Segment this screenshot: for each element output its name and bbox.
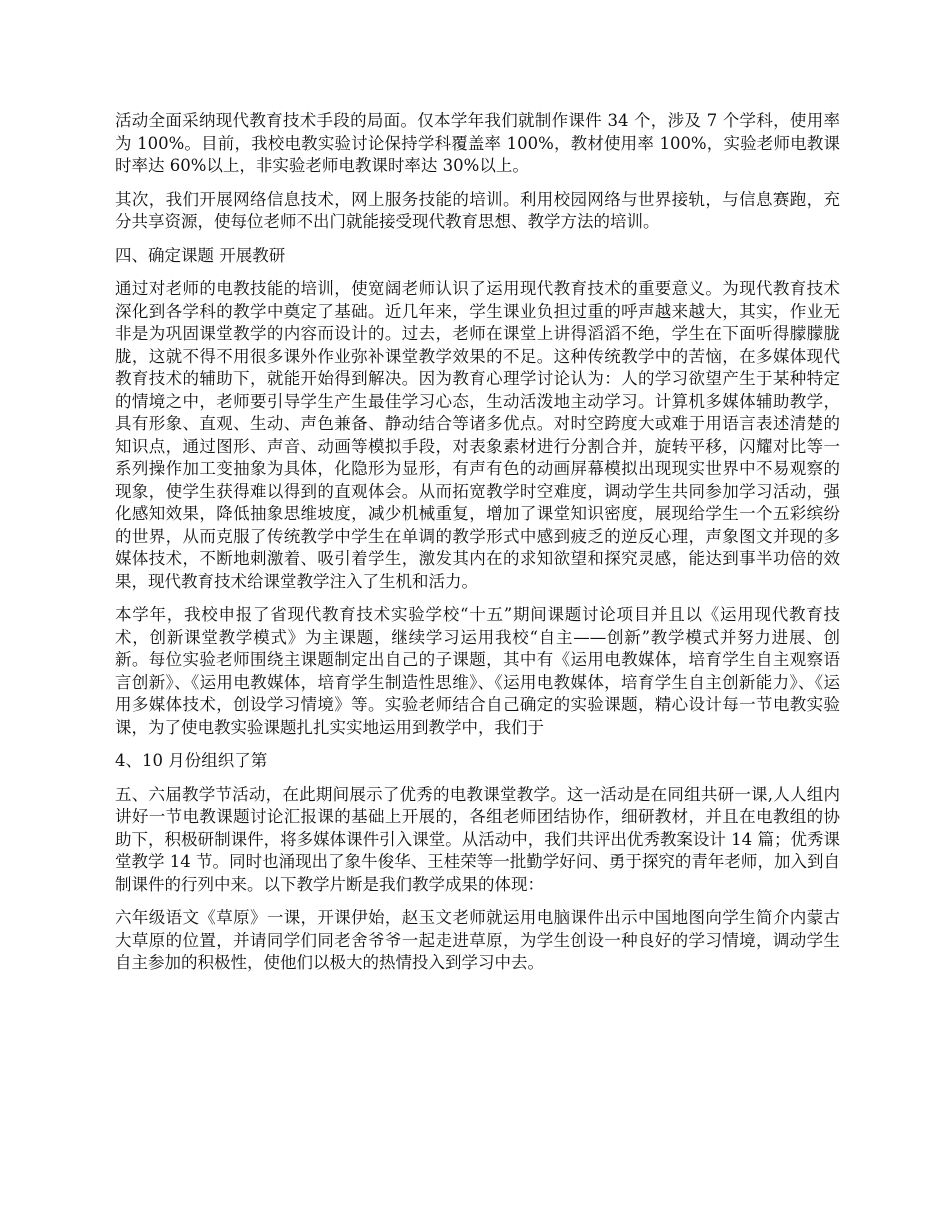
paragraph-teaching-festival: 五、六届教学节活动，在此期间展示了优秀的电教课堂教学。这一活动是在同组共研一课,人人组内讲好一节电教课题讨论汇报课的基础上开展的，各组老师团结协作，细研教材，并且在电教组的协助下，积极研制课件，将多媒体课件引入课堂。从活动中，我们共评出优秀教案设计 14 篇；优秀课堂教学 14 节。同时也涌现出了象牛俊华、王桂荣等一批勤学好问、勇于探究的青年老师，加入到自制课件的行列中来。以下教学片断是我们教学成果的体现： xyxy=(115,784,840,894)
document-page xyxy=(115,110,840,986)
paragraph-network-training: 其次，我们开展网络信息技术，网上服务技能的培训。利用校园网络与世界接轨，与信息赛跑，充分共享资源，使每位老师不出门就能接受现代教育思想、教学方法的培训。 xyxy=(115,189,840,231)
paragraph-lesson-example: 六年级语文《草原》一课，开课伊始，赵玉文老师就运用电脑课件出示中国地图向学生简介内蒙古大草原的位置，并请同学们同老舍爷爷一起走进草原，为学生创设一种良好的学习情境，调动学生自主参加的积极性，使他们以极大的热情投入到学习中去。 xyxy=(115,908,840,972)
paragraph-multimedia-benefits: 通过对老师的电教技能的培训，使宽阔老师认识了运用现代教育技术的重要意义。为现代教育技术深化到各学科的教学中奠定了基础。近几年来，学生课业负担过重的呼声越来越大，其实，作业无非是为巩固课堂教学的内容而设计的。过去，老师在课堂上讲得滔滔不绝，学生在下面听得朦朦胧胧，这就不得不用很多课外作业弥补课堂教学效果的不足。这种传统教学中的苦恼，在多媒体现代教育技术的辅助下，就能开始得到解决。因为教育心理学讨论认为：人的学习欲望产生于某种特定的情境之中，老师要引导学生产生最佳学习心态，生动活泼地主动学习。计算机多媒体辅助教学，具有形象、直观、生动、声色兼备、静动结合等诸多优点。对时空跨度大或难于用语言表述清楚的知识点，通过图形、声音、动画等模拟手段，对表象素材进行分割合并，旋转平移，闪耀对比等一系列操作加工变抽象为具体，化隐形为显形，有声有色的动画屏幕模拟出现现实世界中不易观察的现象，使学生获得难以得到的直观体会。从而拓宽教学时空难度，调动学生共同参加学习活动，强化感知效果，降低抽象思维坡度，减少机械重复，增加了课堂知识密度，展现给学生一个五彩缤纷的世界，从而克服了传统教学中学生在单调的教学形式中感到疲乏的逆反心理，声象图文并现的多媒体技术，不断地刺激着、吸引着学生，激发其内在的求知欲望和探究灵感，能达到事半功倍的效果，现代教育技术给课堂教学注入了生机和活力。 xyxy=(115,279,840,591)
paragraph-october-event: 4、10 月份组织了第 xyxy=(115,751,268,770)
paragraph-adoption-stats: 活动全面采纳现代教育技术手段的局面。仅本学年我们就制作课件 34 个，涉及 7 个学科，使用率为 100%。目前，我校电教实验讨论保持学科覆盖率 100%，教材使用率 100%，实验老师电教课时率达 60%以上，非实验老师电教课时率达 30%以上。 xyxy=(115,111,840,175)
section-heading-research: 四、确定课题 开展教研 xyxy=(115,245,286,265)
paragraph-research-project: 本学年，我校申报了省现代教育技术实验学校“十五”期间课题讨论项目并且以《运用现代教育技术，创新课堂教学模式》为主课题，继续学习运用我校“自主——创新”教学模式并努力进展、创新。每位实验老师围绕主课题制定出自己的子课题，其中有《运用电教媒体，培育学生自主观察语言创新》、《运用电教媒体，培育学生制造性思维》、《运用电教媒体，培育学生自主创新能力》、《运用多媒体技术，创设学习情境》等。实验老师结合自己确定的实验课题，精心设计每一节电教实验课，为了使电教实验课题扎扎实实地运用到教学中，我们于 xyxy=(115,605,840,737)
